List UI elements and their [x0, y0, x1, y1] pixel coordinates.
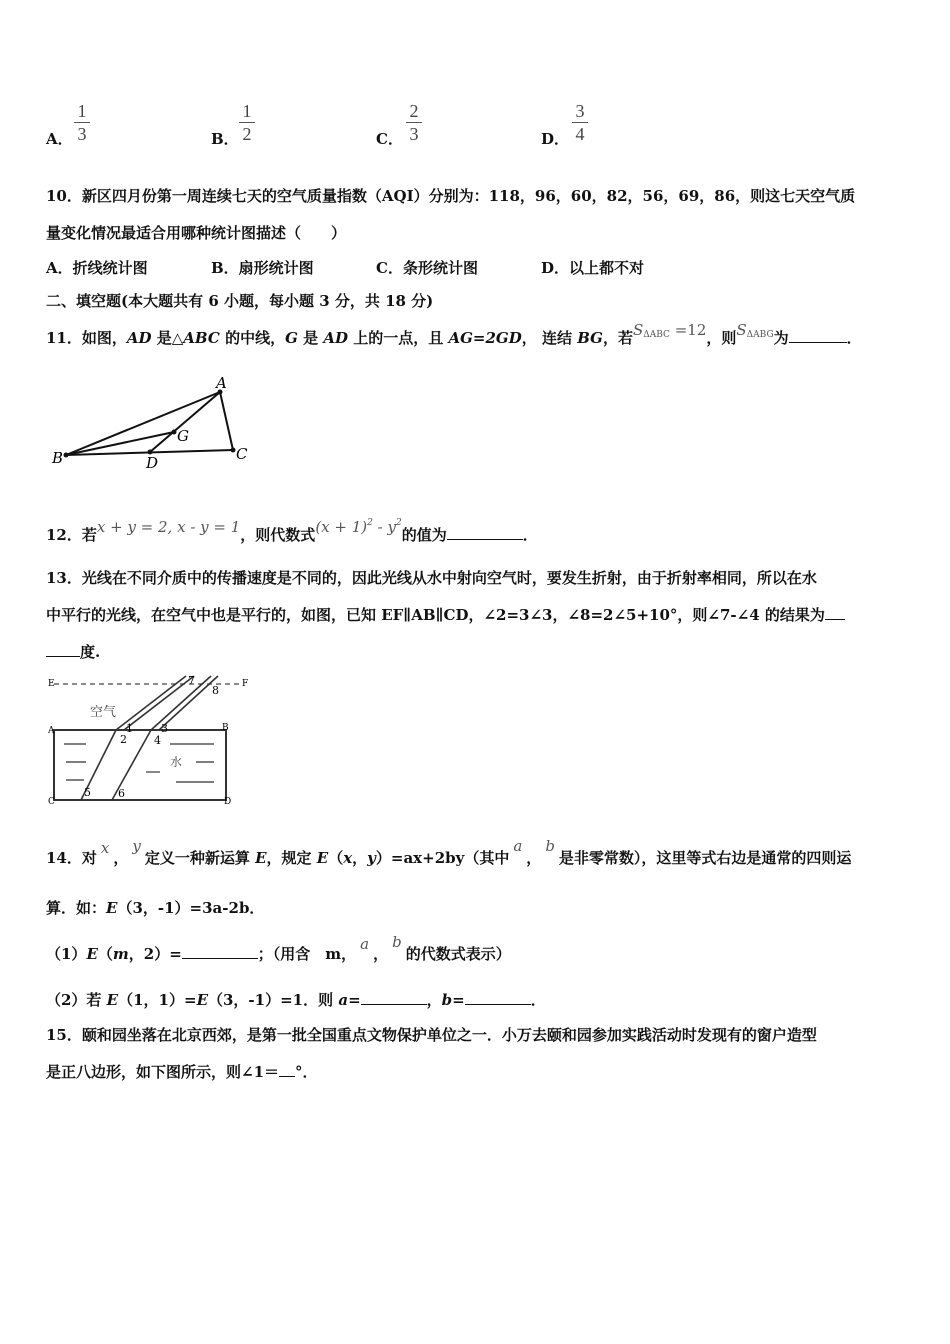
fraction-numerator: 3: [575, 101, 585, 121]
q11-part: 上的一点，且: [348, 329, 449, 347]
q12-part: 12．若: [46, 526, 97, 544]
q14-part: 算．如：: [46, 899, 107, 917]
angle-7: 7: [188, 674, 195, 687]
q14-var: E: [106, 991, 119, 1009]
angle-5: 5: [84, 786, 91, 799]
q14-sub2: [46, 990, 546, 1010]
q9-option-c-label: C．: [376, 130, 403, 148]
segment-ac: [220, 392, 233, 450]
area-subscript: ΔABG: [746, 330, 774, 340]
q14-var-x: x: [100, 839, 110, 857]
label-b: B: [52, 449, 64, 467]
angle-1: 1: [126, 722, 133, 735]
area-value: =12: [669, 321, 707, 339]
q11-triangle-figure: [46, 370, 266, 475]
q13-line2-text: 中平行的光线，在空气中也是平行的，如图，已知 EF∥AB∥CD，∠2=3∠3，∠8=2∠5+10°，则∠7-∠4 的结果为: [46, 606, 825, 624]
q14-var: E: [106, 899, 118, 917]
q14-part: （3，-1）=1．则: [208, 991, 339, 1009]
q14-line2: [46, 898, 264, 918]
q14-part: =: [348, 991, 361, 1009]
point-c: [231, 448, 236, 453]
q11-text: [46, 321, 862, 353]
q13-refraction-figure: [46, 672, 266, 810]
q9-option-a-label: A．: [46, 130, 73, 148]
q10-option-d: D．以上都不对: [541, 259, 645, 277]
q14-var-b: b: [545, 837, 555, 855]
q9-option-d-label: D．: [541, 130, 570, 148]
q14-var: b: [441, 991, 453, 1009]
q12-part: ，则代数式: [240, 526, 316, 544]
q11-part: 11．如图，: [46, 329, 127, 347]
q9-option-b-fraction: [239, 101, 255, 144]
q12-expression: [315, 518, 401, 536]
q14-part: ，: [426, 991, 442, 1009]
q15-line2-text: 是正八边形，如下图所示，则∠1＝: [46, 1063, 280, 1081]
label-water: 水: [170, 755, 183, 769]
q14-part: ，: [352, 849, 368, 867]
q10-line2: 量变化情况最适合用哪种统计图描述（ ）: [46, 224, 347, 242]
q14-part: ，: [526, 849, 542, 867]
q10-option-c: C．条形统计图: [376, 259, 478, 277]
q14-var-a: a: [513, 837, 523, 855]
answer-blank[interactable]: [447, 525, 523, 540]
label-b: B: [222, 723, 229, 733]
fraction-bar: [572, 122, 588, 123]
label-air: 空气: [90, 705, 117, 720]
water-container: [54, 730, 226, 800]
label-a: A: [48, 726, 55, 736]
answer-blank[interactable]: [182, 944, 258, 959]
q11-part: 为: [773, 329, 789, 347]
label-g: G: [177, 427, 189, 445]
answer-blank-start[interactable]: [825, 605, 845, 620]
label-a: A: [216, 374, 227, 392]
q15-line1: 15．颐和园坐落在北京西郊，是第一批全国重点文物保护单位之一．小万去颐和园参加实践活动时发现有的窗户造型: [46, 1026, 817, 1044]
fraction-denominator: 4: [575, 124, 585, 144]
q11-var: AD: [323, 329, 348, 347]
q13-line1: 13．光线在不同介质中的传播速度是不同的，因此光线从水中射向空气时，要发生折射，由于折射率相同，所以在水: [46, 569, 817, 587]
q14-part: ，2）=: [128, 945, 182, 963]
expression-part: (x + 1): [315, 518, 368, 536]
fraction-numerator: 1: [242, 101, 252, 121]
answer-blank[interactable]: [789, 328, 847, 343]
q14-var: E: [196, 991, 208, 1009]
fraction-numerator: 1: [77, 101, 87, 121]
angle-6: 6: [118, 787, 125, 800]
fraction-denominator: 3: [409, 124, 419, 144]
point-g: [172, 430, 177, 435]
angle-4: 4: [154, 734, 161, 747]
area-symbol: S: [632, 321, 644, 339]
q11-part: 的中线，: [219, 329, 286, 347]
section-heading: 二、填空题(本大题共有 6 小题，每小题 3 分，共 18 分): [46, 292, 434, 310]
q9-option-a-fraction: [74, 101, 90, 144]
q14-part: 是非零常数），这里等式右边是通常的四则运: [558, 849, 852, 867]
answer-blank-end[interactable]: [46, 642, 80, 657]
q9-option-c-fraction: [406, 101, 422, 144]
q14-part: =: [452, 991, 465, 1009]
q11-area-abg: [736, 321, 773, 339]
q11-part: ．: [846, 329, 862, 347]
answer-blank-a[interactable]: [361, 990, 427, 1005]
label-e: E: [48, 679, 55, 689]
q14-part: ）=ax+2by（其中: [375, 849, 510, 867]
fraction-bar: [239, 122, 255, 123]
angle-3: 3: [161, 722, 168, 735]
q11-var: BG: [577, 329, 603, 347]
area-symbol: S: [736, 321, 747, 339]
expression-part: - y: [372, 518, 396, 536]
label-c: C: [236, 445, 248, 463]
q14-var-a: a: [360, 935, 370, 953]
q9-option-d-fraction: [572, 101, 588, 144]
q14-part: ．: [530, 991, 546, 1009]
q14-line1: [46, 837, 852, 868]
point-b: [64, 453, 69, 458]
q11-var: G: [285, 329, 298, 347]
exponent: 2: [395, 518, 402, 528]
q11-part: ，则: [706, 329, 737, 347]
q14-part: （3，-1）=3a-2b．: [117, 899, 265, 917]
q10-line1: 10．新区四月份第一周连续七天的空气质量指数（AQI）分别为：118，96，60，82，56，69，86，则这七天空气质: [46, 187, 856, 205]
q14-var: m: [112, 945, 129, 963]
q11-var: ABC: [183, 329, 220, 347]
q12-text: [46, 518, 538, 545]
q10-option-b: B．扇形统计图: [211, 259, 314, 277]
q10-option-a: A．折线统计图: [46, 259, 148, 277]
angle-2: 2: [120, 733, 127, 746]
q14-part: ，: [373, 945, 389, 963]
q14-var-y: y: [132, 837, 141, 855]
q14-var: E: [255, 849, 267, 867]
q11-part: ， 连结: [521, 329, 578, 347]
q14-part: 的代数式表示）: [405, 945, 511, 963]
label-f: F: [242, 679, 249, 689]
q11-part: 是: [297, 329, 324, 347]
angle-8: 8: [212, 684, 219, 697]
q14-var: E: [316, 849, 329, 867]
q14-part: （1，1）=: [118, 991, 197, 1009]
segment-ba: [66, 392, 220, 455]
answer-blank-b[interactable]: [465, 990, 531, 1005]
label-d: D: [224, 797, 232, 807]
fraction-denominator: 2: [242, 124, 252, 144]
q14-var: E: [86, 945, 98, 963]
q14-var: y: [367, 849, 376, 867]
q14-part: （2）若: [46, 991, 107, 1009]
q14-part: （: [328, 849, 344, 867]
q15-line2: [46, 1062, 318, 1082]
area-subscript: ΔABC: [643, 330, 670, 340]
q13-line2: [46, 605, 845, 625]
fraction-bar: [406, 122, 422, 123]
q14-part: ，规定: [266, 849, 317, 867]
q12-condition: x + y = 2, x - y = 1: [96, 518, 241, 536]
label-c: C: [48, 797, 55, 807]
exponent: 2: [367, 518, 373, 528]
label-d: D: [146, 454, 159, 472]
q11-part: 是△: [151, 329, 184, 347]
q14-part: 定义一种新运算: [144, 849, 256, 867]
q14-part: （: [97, 945, 113, 963]
q12-part: ．: [522, 526, 538, 544]
q13-line3: [46, 642, 100, 662]
q14-part: 14．对: [46, 849, 97, 867]
answer-blank[interactable]: [279, 1062, 295, 1077]
q14-part: （1）: [46, 945, 87, 963]
q12-part: 的值为: [401, 526, 447, 544]
q14-var-b: b: [392, 933, 402, 951]
q14-part: ；（用含 m，: [257, 945, 357, 963]
q11-area-abc: [633, 321, 706, 339]
q13-unit: 度.: [80, 643, 101, 661]
fraction-bar: [74, 122, 90, 123]
q11-part: ，若: [602, 329, 633, 347]
q14-var: a: [338, 991, 349, 1009]
q14-sub1: [46, 933, 511, 964]
q11-var: AG=2GD: [448, 329, 522, 347]
q11-var: AD: [126, 329, 152, 347]
q14-var: x: [343, 849, 353, 867]
q14-part: ，: [113, 849, 129, 867]
fraction-denominator: 3: [77, 124, 87, 144]
q9-option-b-label: B．: [211, 130, 239, 148]
fraction-numerator: 2: [409, 101, 419, 121]
q15-unit: °．: [295, 1063, 318, 1081]
